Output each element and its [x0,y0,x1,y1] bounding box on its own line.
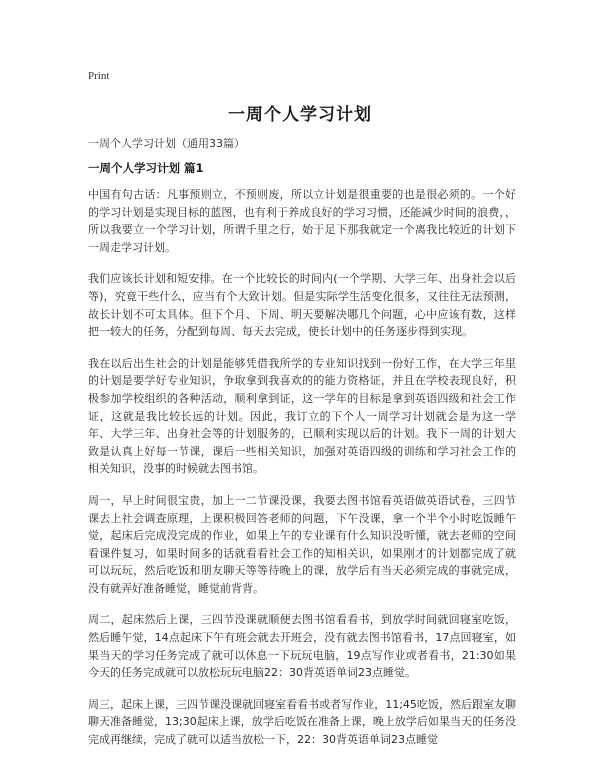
section-heading: 一周个人学习计划 篇1 [88,161,204,175]
document-title: 一周个人学习计划 [228,105,372,125]
article-body [88,186,516,763]
paragraph: 我们应该长计划和短安排。在一个比较长的时间内(一个学期、大学三年、出身社会以后等)，究竟干些什么，应当有个大致计划。但是实际学生活变化很多，又往往无法预测，故长计划不可太具体。但下个月、下周、明天要解决哪几个问题，心中应该有数，这样把一较大的任务，分配到每周、每天去完成，使长计划中的任务逐步得到实现。 [88,272,516,339]
document-subtitle: 一周个人学习计划（通用33篇） [88,137,245,150]
paragraph: 周一，早上时间很宝贵，加上一二节课没课，我要去图书馆看英语做英语试卷，三四节课去上社会调查原理，上课积极回答老师的问题，下午没课，拿一个半个小时吃饭睡午觉，起床后完成没完成的作业，如果上午的专业课有什么知识没听懂，就去老师的空间看课件复习，如果时间多的话就看看社会工作的知相关识，如果刚才的计划都完成了就可以玩玩，然后吃饭和朋友聊天等等待晚上的课，放学后有当天必须完成的事就完成，没有就弄好准备睡觉，睡觉前背背。 [88,493,516,595]
print-link[interactable]: Print [88,70,110,82]
paragraph: 我在以后出生社会的计划是能够凭借我所学的专业知识找到一份好工作，在大学三年里的计划是要学好专业知识，争取拿到我喜欢的的能力资格证，并且在学校表现良好，积极参加学校组织的各种活动，顺利拿到证，这一学年的目标是拿到英语四级和社会工作证，这就是我比较长远的计划。因此，我订立的下个人一周学习计划就会是为这一学年、大学三年、出身社会等的计划服务的，已顺利实现以后的计划。我下一周的计划大致是认真上好每一节课，课后一些相关知识，加强对英语四级的训练和学习社会工作的相关知识，没事的时候就去图书馆。 [88,356,516,476]
paragraph: 周二，起床然后上课，三四节没课就顺便去图书馆看看书，到放学时间就回寝室吃饭，然后睡午觉，14点起床下午有班会就去开班会，没有就去图书馆看书，17点回寝室，如果当天的学习任务完成了就可以休息一下玩玩电脑，19点写作业或者看书，21:30如果今天的任务完成就可以放松玩玩电脑22：30背英语单词23点睡觉。 [88,613,516,680]
paragraph: 中国有句古话：凡事预则立，不预则废，所以立计划是很重要的也是很必须的。一个好的学习计划是实现目标的蓝图，也有利于养成良好的学习习惯，还能减少时间的浪费，，所以我要立一个学习计划，所谓千里之行，始于足下那我就定一个离我比较近的计划下一周走学习计划。 [88,188,516,254]
paragraph: 周三，起床上课，三四节课没课就回寝室看看书或者写作业，11;45吃饭，然后跟室友聊聊天准备睡觉，13;30起床上课，放学后吃饭在准备上课，晚上放学后如果当天的任务没完成再继续，完成了就可以适当放松一下，22：30背英语单词23点睡觉 [88,697,516,747]
